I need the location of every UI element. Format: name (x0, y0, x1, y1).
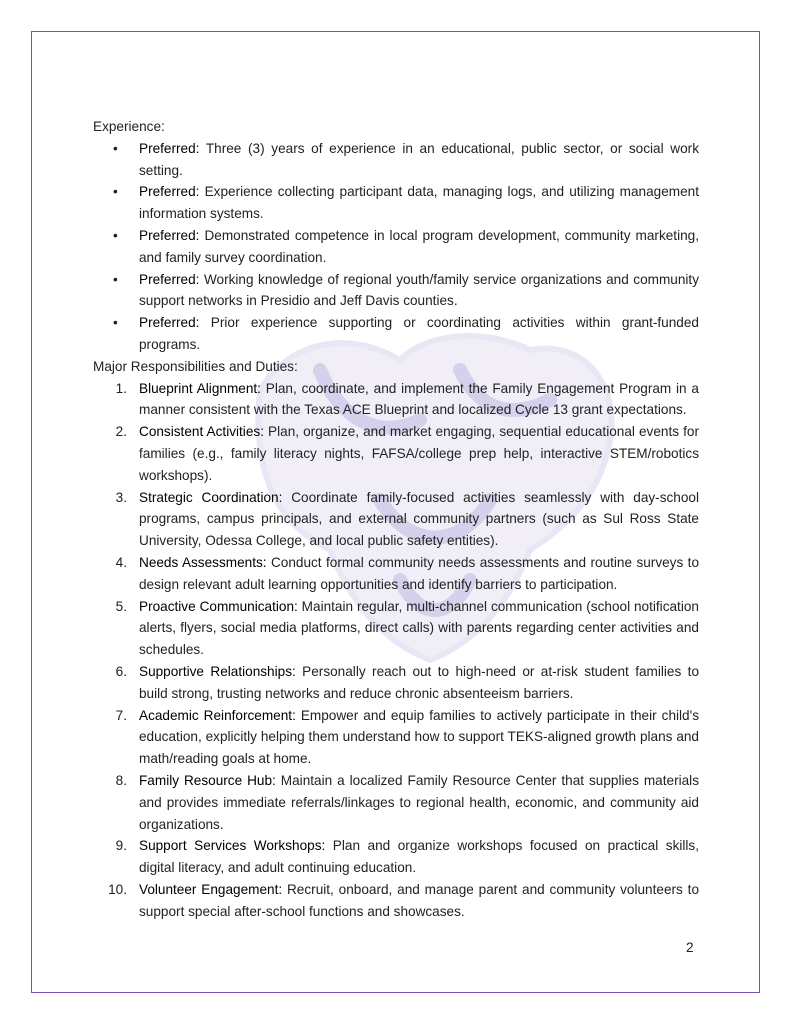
duty-item (93, 378, 699, 422)
item-text: Working knowledge of regional youth/family service organizations and community support networks in Presidio and Jeff Davis counties. (139, 271, 699, 309)
item-number: 7. (115, 707, 127, 723)
duty-item (93, 770, 699, 835)
experience-item (93, 269, 699, 313)
item-label: Volunteer Engagement: (139, 881, 283, 897)
item-text: Plan, organize, and market engaging, sequential educational events for families (e.g., family literacy nights, FAFSA/college prep help, interactive STEM/robotics workshops). (139, 424, 699, 483)
duty-item (93, 487, 699, 552)
item-number: 3. (115, 489, 127, 505)
experience-item (93, 181, 699, 225)
experience-list (93, 138, 699, 356)
bullet-icon: • (113, 315, 118, 331)
bullet-icon: • (113, 271, 118, 287)
item-text: Demonstrated competence in local program development, community marketing, and family survey coordination. (139, 227, 699, 265)
item-label: Preferred: (139, 271, 200, 287)
item-text: Empower and equip families to actively participate in their child's education, explicitly helping them understand how to support TEKS-aligned growth plans and math/reading goals at home. (139, 707, 699, 767)
item-label: Consistent Activities: (139, 424, 264, 440)
item-number: 9. (115, 838, 127, 854)
duty-item (93, 552, 699, 596)
item-text: Plan, coordinate, and implement the Family Engagement Program in a manner consistent with the Texas ACE Blueprint and localized Cycle 13 grant expectations. (139, 380, 699, 418)
item-text: Three (3) years of experience in an educational, public sector, or social work setting. (139, 140, 699, 178)
item-number: 8. (115, 772, 127, 788)
item-label: Preferred: (139, 315, 200, 331)
item-number: 6. (115, 663, 127, 679)
experience-item (93, 225, 699, 269)
duties-list (93, 378, 699, 923)
document-body (93, 116, 699, 922)
bullet-icon: • (113, 140, 118, 156)
item-label: Preferred: (139, 184, 200, 200)
item-number: 4. (115, 554, 127, 570)
bullet-icon: • (113, 184, 118, 200)
duties-heading: Major Responsibilities and Duties: (93, 358, 298, 374)
item-label: Family Resource Hub: (139, 772, 276, 788)
duty-item (93, 705, 699, 770)
item-text: Maintain regular, multi-channel communication (school notification alerts, flyers, social media platforms, direct calls) with parents regarding center activities and schedules. (139, 598, 699, 658)
duty-item (93, 661, 699, 705)
item-text: Coordinate family-focused activities seamlessly with day-school programs, campus principals, and external community partners (such as Sul Ross State University, Odessa College, and local public safety entities). (139, 489, 699, 549)
item-label: Needs Assessments: (139, 554, 267, 570)
item-number: 1. (115, 380, 127, 396)
duty-item (93, 879, 699, 923)
item-text: Conduct formal community needs assessments and routine surveys to design relevant adult learning opportunities and identify barriers to participation. (139, 554, 700, 592)
item-label: Proactive Communication: (139, 598, 298, 614)
duty-item (93, 596, 699, 661)
item-label: Academic Reinforcement: (139, 707, 296, 723)
bullet-icon: • (113, 227, 118, 243)
duty-item (93, 421, 699, 486)
experience-item (93, 312, 699, 356)
item-text: Prior experience supporting or coordinating activities within grant-funded programs. (139, 315, 699, 352)
item-label: Blueprint Alignment: (139, 380, 261, 396)
item-label: Supportive Relationships: (139, 663, 296, 679)
page-number: 2 (686, 940, 694, 955)
item-label: Preferred: (139, 140, 200, 156)
item-text: Experience collecting participant data, managing logs, and utilizing management information systems. (139, 184, 699, 222)
item-text: Recruit, onboard, and manage parent and community volunteers to support special after-school functions and showcases. (139, 881, 699, 919)
item-text: Personally reach out to high-need or at-risk student families to build strong, trusting networks and reduce chronic absenteeism barriers. (139, 663, 700, 701)
item-number: 5. (115, 598, 127, 614)
item-number: 2. (115, 424, 127, 440)
item-number: 10. (108, 881, 127, 897)
item-label: Strategic Coordination: (139, 489, 283, 505)
item-label: Preferred: (139, 227, 200, 243)
item-text: Plan and organize workshops focused on practical skills, digital literacy, and adult continuing education. (139, 838, 699, 876)
item-label: Support Services Workshops: (139, 838, 326, 854)
experience-item (93, 138, 699, 182)
item-text: Maintain a localized Family Resource Center that supplies materials and provides immediate referrals/linkages to regional health, economic, and community aid organizations. (139, 772, 699, 832)
duty-item (93, 835, 699, 879)
experience-heading: Experience: (93, 119, 165, 134)
